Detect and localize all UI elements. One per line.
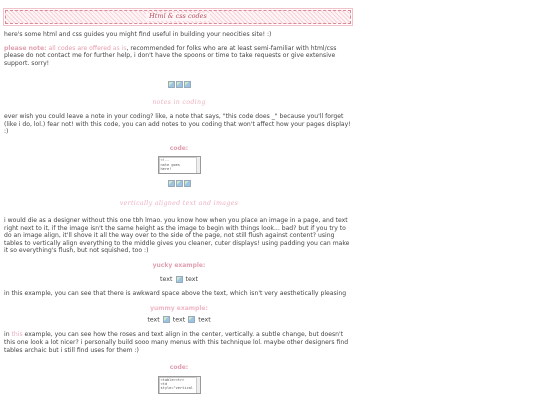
example-text: text — [185, 275, 198, 283]
header-banner — [5, 10, 351, 24]
code-label: code: — [169, 144, 189, 152]
note-paragraph — [4, 45, 354, 68]
example-text: text — [172, 316, 186, 324]
rose-image-icon — [188, 316, 195, 323]
page-title: Html & css codes — [146, 13, 210, 21]
yucky-example-row — [4, 276, 354, 284]
yucky-example-label: yucky example: — [152, 261, 206, 269]
divider-images-1 — [4, 81, 354, 88]
yummy-description — [4, 331, 354, 354]
note-label: please note: — [4, 44, 47, 52]
broken-image-icon — [176, 81, 183, 88]
code-label: code: — [169, 364, 189, 372]
note-text-2: , recommended for folks who are at least semi-familiar with html/css please do not contact me for further help, i don't have the spoons or time to take requests or give extensive support. sorry! — [4, 44, 337, 67]
yummy-desc-pre: in — [4, 331, 12, 339]
code-textarea[interactable]: <!-- note goes here! — [158, 156, 201, 174]
valign-paragraph: i would die as a designer without this one tbh lmao. you know how when you place an image in a page, and text right next to it, if the image isn't the same height as the image to begin with things look... bad? but if you try to do an image align, it'll shove it all the way over to the side of the page, not still flush against content? using tables to vertically align everything to the middle gives you cleaner, cuter displays! using padding you can make it so everything's flush, but not squished, too :) — [4, 216, 350, 255]
yummy-desc-post: example, you can see how the roses and text align in the center, vertically. a subtle change, but doesn't this one look a lot nicer? i personally build sooo many menus with this technique lol. maybe other designers find tables archaic but i still find uses for them :) — [4, 331, 349, 354]
example-text: text — [160, 275, 173, 283]
page — [4, 0, 354, 394]
yummy-example-label: yummy example: — [150, 304, 208, 312]
broken-image-icon — [184, 81, 191, 88]
example-text: text — [147, 316, 160, 324]
intro-text: here's some html and css guides you might find useful in building your neocities site! :) — [4, 31, 272, 38]
this-link[interactable]: this — [11, 331, 23, 339]
divider-images-2 — [4, 180, 354, 187]
section-heading-valign: vertically aligned text and images — [119, 200, 239, 208]
yucky-description: in this example, you can see that there is awkward space above the text, which isn't very aesthetically pleasing — [4, 290, 347, 298]
note-text-1: all codes are offered — [46, 44, 113, 52]
as-is-text: as is — [112, 44, 127, 52]
broken-image-icon — [168, 81, 175, 88]
section-heading-notes: notes in coding — [152, 99, 206, 107]
rose-image-icon — [176, 276, 183, 283]
notes-paragraph: ever wish you could leave a note in your coding? like, a note that says, "this code does _" because you'll forget (like i do, lol.) fear not! with this code, you can add notes to you coding that won't affect how your pages display! :) — [4, 112, 351, 136]
code-textarea[interactable]: <table><tr> <td style="vertical — [158, 376, 201, 394]
rose-image-icon — [163, 316, 170, 323]
broken-image-icon — [176, 180, 183, 187]
yummy-example-row — [4, 316, 354, 324]
broken-image-icon — [184, 180, 191, 187]
example-text: text — [198, 316, 211, 324]
broken-image-icon — [168, 180, 175, 187]
